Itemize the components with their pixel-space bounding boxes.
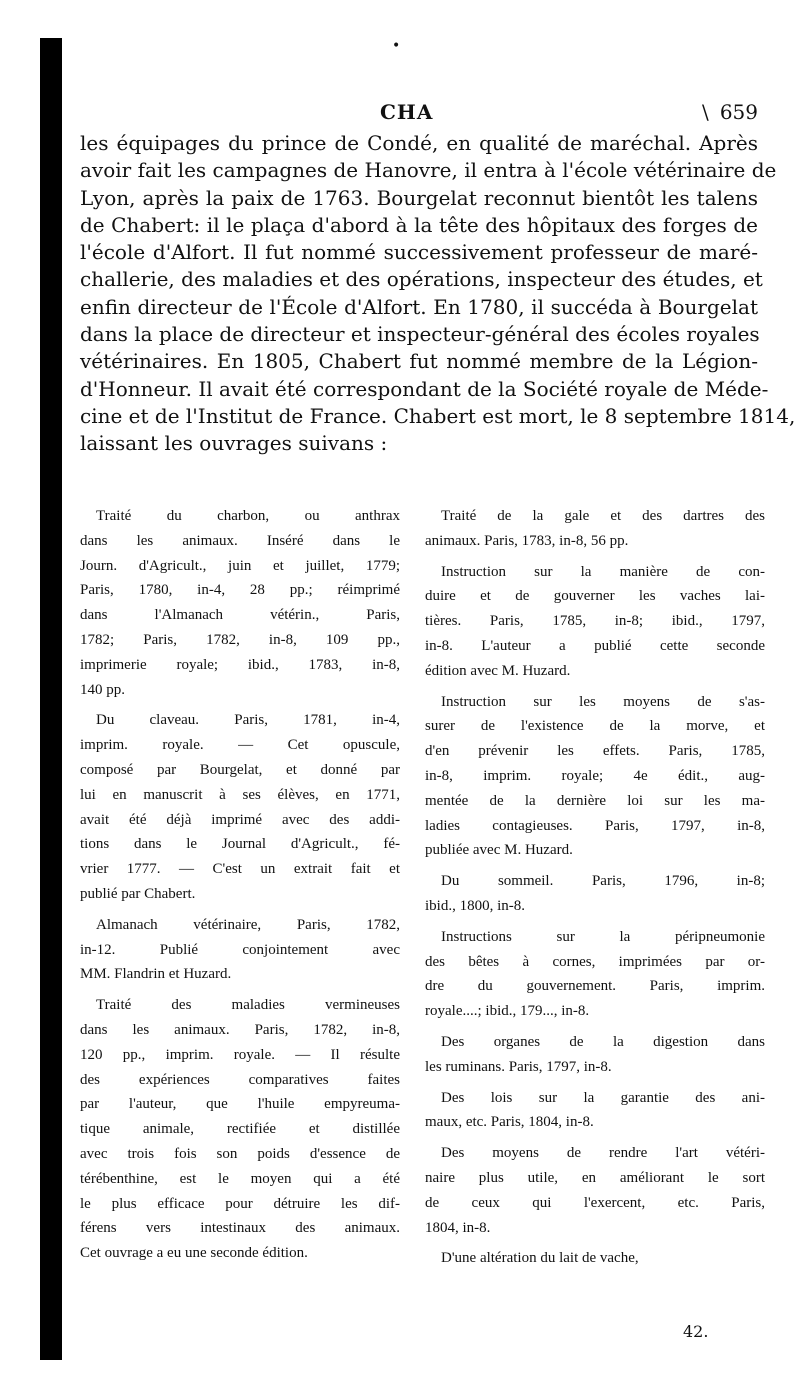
entry-line: in-8. L'auteur a publié cette seconde [425, 637, 765, 654]
entry-line: in-12. Publié conjointement avec [80, 941, 400, 958]
entry-line: tions dans le Journal d'Agricult., fé- [80, 836, 400, 853]
entry-line: Traité du charbon, ou anthrax [96, 508, 400, 524]
entry-line: des bêtes à cornes, imprimées par or- [425, 953, 765, 970]
bibliography-entry [80, 708, 400, 906]
bibliography-entry [425, 560, 765, 684]
bibliography-entry [80, 993, 400, 1266]
entry-line: avec trois fois son poids d'essence de [80, 1145, 400, 1162]
entry-line: publié par Chabert. [80, 885, 196, 902]
entry-line: ibid., 1800, in-8. [425, 897, 525, 914]
entry-line: 120 pp., imprim. royale. — Il résulte [80, 1046, 400, 1063]
entry-line: le plus efficace pour détruire les dif- [80, 1195, 400, 1212]
entry-line: mentée de la dernière loi sur les ma- [425, 792, 765, 809]
bibliography-entry [425, 1086, 765, 1136]
entry-line: d'en prévenir les effets. Paris, 1785, [425, 743, 765, 760]
entry-line: vrier 1777. — C'est un extrait fait et [80, 861, 400, 878]
entry-line: naire plus utile, en améliorant le sort [425, 1169, 765, 1186]
entry-line: Des lois sur la garantie des ani- [441, 1089, 765, 1106]
intro-line: les équipages du prince de Condé, en qualité de maréchal. Après [80, 131, 758, 155]
entry-line: Du sommeil. Paris, 1796, in-8; [441, 873, 765, 890]
entry-line: dans les animaux. Inséré dans le [80, 532, 400, 549]
bibliography-entry [425, 504, 765, 554]
entry-line: Des organes de la digestion dans [441, 1033, 765, 1050]
entry-line: imprim. royale. — Cet opuscule, [80, 737, 400, 754]
right-column [425, 504, 765, 1277]
entry-line: 1782; Paris, 1782, in-8, 109 pp., [80, 631, 400, 648]
intro-line: de Chabert: il le plaça d'abord à la tête des hôpitaux des forges de [80, 212, 758, 237]
left-column [80, 504, 400, 1272]
intro-line: dans la place de directeur et inspecteur-général des écoles royales [80, 322, 760, 347]
page-edge-shadow [40, 38, 62, 1360]
entry-line: dans les animaux. Paris, 1782, in-8, [80, 1021, 400, 1038]
entry-line: Paris, 1780, in-4, 28 pp.; réimprimé [80, 582, 400, 599]
bibliography-entry [425, 1246, 765, 1271]
intro-line: avoir fait les campagnes de Hanovre, il entra à l'école vétérinaire de [80, 158, 777, 183]
entry-line: dre du gouvernement. Paris, imprim. [425, 978, 765, 995]
entry-line: de ceux qui l'exercent, etc. Paris, [425, 1194, 765, 1211]
intro-line: l'école d'Alfort. Il fut nommé successivement professeur de maré- [80, 240, 758, 265]
entry-line: lui en manuscrit à ses élèves, en 1771, [80, 786, 400, 803]
entry-line: publiée avec M. Huzard. [425, 842, 573, 859]
intro-line: vétérinaires. En 1805, Chabert fut nommé membre de la Légion- [80, 349, 758, 374]
entry-line: D'une altération du lait de vache, [441, 1250, 639, 1267]
intro-line: d'Honneur. Il avait été correspondant de la Société royale de Méde- [80, 376, 769, 401]
intro-line: enfin directeur de l'École d'Alfort. En 1780, il succéda à Bourgelat [80, 294, 758, 319]
entry-line: dans l'Almanach vétérin., Paris, [80, 607, 400, 624]
entry-line: 1804, in-8. [425, 1219, 491, 1236]
entry-line: avait été déjà imprimé avec des addi- [80, 811, 400, 828]
entry-line: Traité de la gale et des dartres des [441, 508, 765, 524]
signature-mark: 42. [683, 1322, 709, 1341]
entry-line: Instruction sur la manière de con- [441, 563, 765, 580]
entry-line: in-8, imprim. royale; 4e édit., aug- [425, 767, 765, 784]
entry-line: Traité des maladies vermineuses [96, 997, 400, 1014]
bibliography-entry [80, 504, 400, 702]
entry-line: férens vers intestinaux des animaux. [80, 1220, 400, 1237]
page-header [80, 100, 758, 130]
intro-line: cine et de l'Institut de France. Chabert est mort, le 8 septembre 1814, [80, 403, 796, 428]
intro-line: Lyon, après la paix de 1763. Bourgelat reconnut bientôt les talens [80, 185, 758, 210]
running-head: CHA [380, 100, 434, 124]
entry-line: duire et de gouverner les vaches lai- [425, 588, 765, 605]
entry-line: les ruminans. Paris, 1797, in-8. [425, 1058, 612, 1075]
entry-line: maux, etc. Paris, 1804, in-8. [425, 1114, 594, 1131]
entry-line: Almanach vétérinaire, Paris, 1782, [96, 916, 400, 933]
entry-line: Instruction sur les moyens de s'as- [441, 693, 765, 710]
entry-line: tières. Paris, 1785, in-8; ibid., 1797, [425, 613, 765, 630]
header-mark: \ [702, 100, 709, 124]
entry-line: édition avec M. Huzard. [425, 662, 571, 679]
entry-line: animaux. Paris, 1783, in-8, 56 pp. [425, 532, 629, 549]
intro-line: challerie, des maladies et des opérations, inspecteur des études, et [80, 267, 763, 292]
entry-line: par l'auteur, que l'huile empyreuma- [80, 1096, 400, 1113]
entry-line: des expériences comparatives faites [80, 1071, 400, 1088]
entry-line: 140 pp. [80, 681, 125, 698]
entry-line: térébenthine, est le moyen qui a été [80, 1170, 400, 1187]
entry-line: imprimerie royale; ibid., 1783, in-8, [80, 656, 400, 673]
bibliography-entry [425, 1030, 765, 1080]
bibliography-entry [425, 925, 765, 1024]
entry-line: Des moyens de rendre l'art vétéri- [441, 1145, 765, 1162]
entry-line: tique animale, rectifiée et distillée [80, 1121, 400, 1138]
ornament-dot: • [392, 38, 401, 54]
entry-line: Instructions sur la péripneumonie [441, 928, 765, 945]
bibliography-entry [425, 869, 765, 919]
entry-line: Cet ouvrage a eu une seconde édition. [80, 1245, 308, 1262]
entry-line: MM. Flandrin et Huzard. [80, 966, 232, 983]
intro-line: laissant les ouvrages suivans : [80, 431, 388, 456]
entry-line: Journ. d'Agricult., juin et juillet, 1779; [80, 557, 400, 574]
entry-line: ladies contagieuses. Paris, 1797, in-8, [425, 817, 765, 834]
entry-line: royale....; ibid., 179..., in-8. [425, 1003, 590, 1020]
entry-line: surer de l'existence de la morve, et [425, 718, 765, 735]
bibliography-entry [425, 690, 765, 864]
entry-line: composé par Bourgelat, et donné par [80, 761, 400, 778]
page-number: 659 [719, 100, 758, 124]
intro-paragraph [80, 130, 796, 458]
entry-line: Du claveau. Paris, 1781, in-4, [96, 712, 400, 729]
bibliography-entry [425, 1141, 765, 1240]
bibliography-entry [80, 913, 400, 987]
